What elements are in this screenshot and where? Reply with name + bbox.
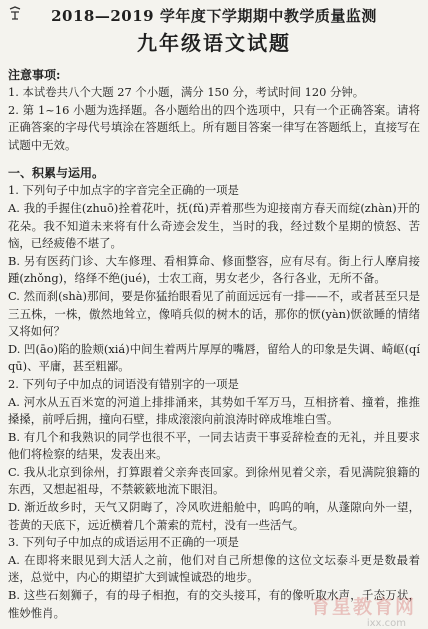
question-3-option-a: A. 在即将来眼见到大活人之前，他们对自己所想像的这位文坛泰斗更是数最着迷，总觉中，内心的期望扩大到诚惶诚恐的地步。 — [8, 552, 420, 585]
question-3-stem: 3. 下列句子中加点的成语运用不正确的一项是 — [8, 535, 239, 550]
question-3-option-b: B. 这些石刻狮子，有的母子相抱，有的交头接耳，有的像听取水声，千态万状，惟妙惟肖。 — [8, 588, 420, 620]
section-heading: 一、积累与运用。 — [8, 166, 105, 181]
question-1-option-d: D. 凹(āo)陷的脸颊(xiá)中间生着两片厚厚的嘴唇，留给人的印象是失调、崎岖(qí qū)、平庸，甚至粗鄙。 — [8, 341, 420, 374]
header-line — [8, 6, 420, 28]
question-2-option-c: C. 我从北京到徐州，打算跟着父亲奔丧回家。到徐州见着父亲，看见满院狼籍的东西，又想起祖母，不禁簌簌地流下眼泪。 — [8, 464, 420, 497]
subject-title: 九年级语文试题 — [137, 31, 291, 55]
question-2-option-a: A. 河水从五百米宽的河道上排排涌来，其势如千军万马，互相挤着、撞着，推推搡搡，前呼后拥，撞向石壁，排成滚滚向前浪涛时碎成堆堆白雪。 — [8, 394, 420, 427]
notice-heading: 注意事项: — [8, 68, 61, 82]
watermark-url: ixx.com — [366, 618, 406, 629]
notice-item-2: 2. 第 1~16 小题为选择题。各小题给出的四个选项中，只有一个正确答案。请将正确答案的字母代号填涂在答题纸上。所有题目答案一律写在答题纸上，直接写在试题中无效。 — [8, 102, 420, 152]
exam-title: 2018—2019 学年度下学期期中教学质量监测 — [51, 7, 377, 25]
question-2-option-d: D. 渐近故乡时，天气又阴晦了，冷风吹进船舱中，呜呜的响，从蓬隙向外一望，苍黄的天底下，远近横着几个萧索的荒村，没有一些活气。 — [8, 500, 420, 532]
question-2-stem: 2. 下列句子中加点的词语没有错别字的一项是 — [8, 376, 239, 391]
question-1-option-a: A. 我的手握住(zhuō)拴着花叶，抚(fǔ)弄着那些为迎接南方春天而绽(zhàn)开的花朵。我不知道未来将有什么奇迹会发生，当时的我，经过数个星期的愤怒、苦恼，已经疲倦不堪了。 — [8, 200, 420, 251]
question-1-stem: 1. 下列句子中加点字的字音完全正确的一项是 — [8, 183, 239, 198]
watermark-logo: 育星教育网 — [310, 596, 416, 618]
corner-seal-icon — [8, 6, 22, 22]
question-2-option-b: B. 有几个和我熟识的同学也很不平，一同去诘责干事妥辞检查的无礼，并且要求他们将检察的结果，发表出来。 — [8, 429, 420, 462]
question-1-option-c: C. 然而刹(shà)那间，要是你猛抬眼看见了前面远远有一排——不，或者甚至只是三五株，一株，傲然地耸立，像哨兵似的树木的话，那你的恹(yàn)恹欲睡的情绪又将如何？ — [8, 288, 420, 339]
notice-item-1: 1. 本试卷共八个大题 27 个小题，满分 150 分，考试时间 120 分钟。 — [8, 85, 365, 99]
question-1-option-b: B. 另有医药门诊、大车修理、看相算命、修面整容，应有尽有。街上行人摩肩接踵(zhǒng)，络绎不绝(jué)，士农工商，男女老少，各行各业，无所不备。 — [8, 253, 420, 286]
